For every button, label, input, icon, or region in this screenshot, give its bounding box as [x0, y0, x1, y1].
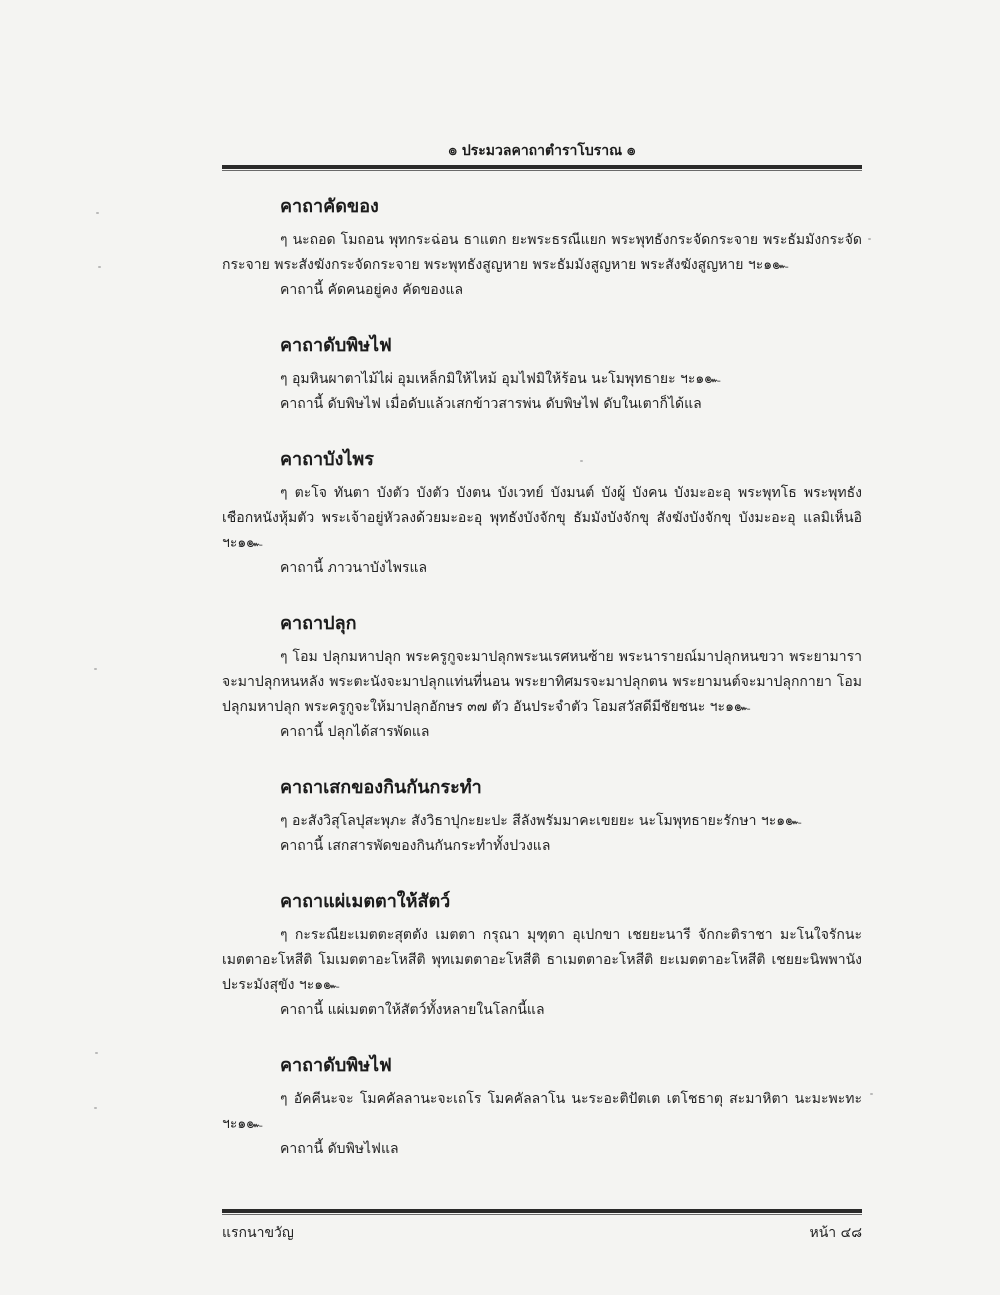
section-title: คาถาดับพิษไฟ: [280, 335, 392, 356]
section-note: คาถานี้ แผ่เมตตาให้สัตว์ทั้งหลายในโลกนี้แล: [280, 1002, 545, 1018]
section-title: คาถาเสกของกินกันกระทำ: [280, 777, 482, 798]
section-incantation: [222, 773, 862, 859]
section-incantation: [222, 445, 862, 581]
footer-rule-thin: [222, 1214, 862, 1215]
section-note: คาถานี้ ดับพิษไฟ เมื่อดับแล้วเสกข้าวสารพ่น ดับพิษไฟ ดับในเตาก็ได้แล: [280, 396, 702, 412]
scan-speck: [94, 1107, 97, 1109]
section-note: คาถานี้ ปลุกได้สารพัดแล: [280, 724, 430, 740]
section-body: ๆ อะสังวิสุโลปุสะพุภะ สังวิธาปุกะยะปะ สีลังพรัมมาคะเขยยะ นะโมพุทธายะรักษา ฯะ๑๛: [280, 813, 802, 829]
section-body: ๆ นะถอด โมถอน พุทกระฉ่อน ธาแตก ยะพระธรณีแยก พระพุทธังกระจัดกระจาย พระธัมมังกระจัดกระจาย พระสังฆังกระจัดกระจาย พระพุทธังสูญหาย พระธัมมังสูญหาย พระสังฆังสูญหาย ฯะ๑๛: [222, 232, 862, 273]
scan-speck: [95, 1052, 98, 1054]
section-incantation: [222, 192, 862, 303]
footer-rule: [222, 1209, 862, 1213]
section-body: ๆ ตะโจ ทันตา บังตัว บังตัว บังตน บังเวทย์ บังมนต์ บังผู้ บังคน บังมะอะอุ พระพุทโธ พระพุทธัง เชือกหนังหุ้มตัว พระเจ้าอยู่หัวลงด้วยมะอะอุ พุทธังบังจักขุ ธัมมังบังจักขุ สังฆังบังจักขุ บังมะอะอุ แลมิเห็นอิ ฯะ๑๛: [222, 485, 862, 551]
section-body: ๆ โอม ปลุกมหาปลุก พระครูกูจะมาปลุกพระนเรศหนซ้าย พระนารายณ์มาปลุกหนขวา พระยามาราจะมาปลุกหนหลัง พระตะนังจะมาปลุกแท่นที่นอน พระยาทิศมรจะมาปลุกตน พระยามนต์จะมาปลุกกายา โอมปลุกมหาปลุก พระครูกูจะให้มาปลุกอักษร ๓๗ ตัว อันประจำตัว โอมสวัสดีมีชัยชนะ ฯะ๑๛: [222, 649, 862, 715]
scan-speck: [94, 668, 97, 670]
section-incantation: [222, 609, 862, 745]
section-note: คาถานี้ ภาวนาบังไพรแล: [280, 560, 428, 576]
section-title: คาถาแผ่เมตตาให้สัตว์: [280, 891, 451, 912]
scan-speck: [96, 212, 99, 214]
section-note: คาถานี้ คัดคนอยู่คง คัดของแล: [280, 282, 464, 298]
section-incantation: [222, 1051, 862, 1162]
content-column: [222, 192, 862, 1190]
section-title: คาถาบังไพร: [280, 449, 374, 470]
header-rule: [222, 165, 862, 169]
header-rule-thin: [222, 170, 862, 171]
footer-publisher: แรกนาขวัญ: [222, 1225, 294, 1241]
section-body: ๆ กะระณียะเมตตะสุตตัง เมตตา กรุณา มุฑุตา อุเปกขา เชยยะนารี จักกะติราชา มะโนใจรักนะเมตตาอะโหสีติ โมเมตตาอะโหสีติ พุทเมตตาอะโหสีติ ธาเมตตาอะโหสีติ ยะเมตตาอะโหสีติ เชยยะนิพพานัง ปะระมังสุขัง ฯะ๑๛: [222, 927, 862, 993]
section-note: คาถานี้ เสกสารพัดของกินกันกระทำทั้งปวงแล: [280, 838, 551, 854]
section-incantation: [222, 887, 862, 1023]
section-incantation: [222, 331, 862, 417]
section-title: คาถาปลุก: [280, 613, 357, 634]
section-body: ๆ อัคคีนะจะ โมคคัลลานะจะเถโร โมคคัลลาโน นะระอะติปัตเต เตโชธาตุ สะมาหิตา นะมะพะทะ ฯะ๑๛: [222, 1091, 862, 1132]
scan-speck: [98, 266, 101, 268]
section-title: คาถาดับพิษไฟ: [280, 1055, 392, 1076]
footer-page-number: หน้า ๔๘: [809, 1225, 862, 1241]
section-title: คาถาคัดของ: [280, 196, 379, 217]
section-body: ๆ อุมหินผาตาไม้ไผ่ อุมเหล็กมิให้ไหม้ อุมไฟมิให้ร้อน นะโมพุทธายะ ฯะ๑๛: [280, 371, 721, 387]
scan-speck: [868, 238, 871, 240]
running-header: ๏ ประมวลคาถาตำราโบราณ ๏: [448, 143, 636, 159]
scan-speck: [580, 460, 583, 462]
scan-speck: [870, 1093, 873, 1095]
section-note: คาถานี้ ดับพิษไฟแล: [280, 1141, 399, 1157]
